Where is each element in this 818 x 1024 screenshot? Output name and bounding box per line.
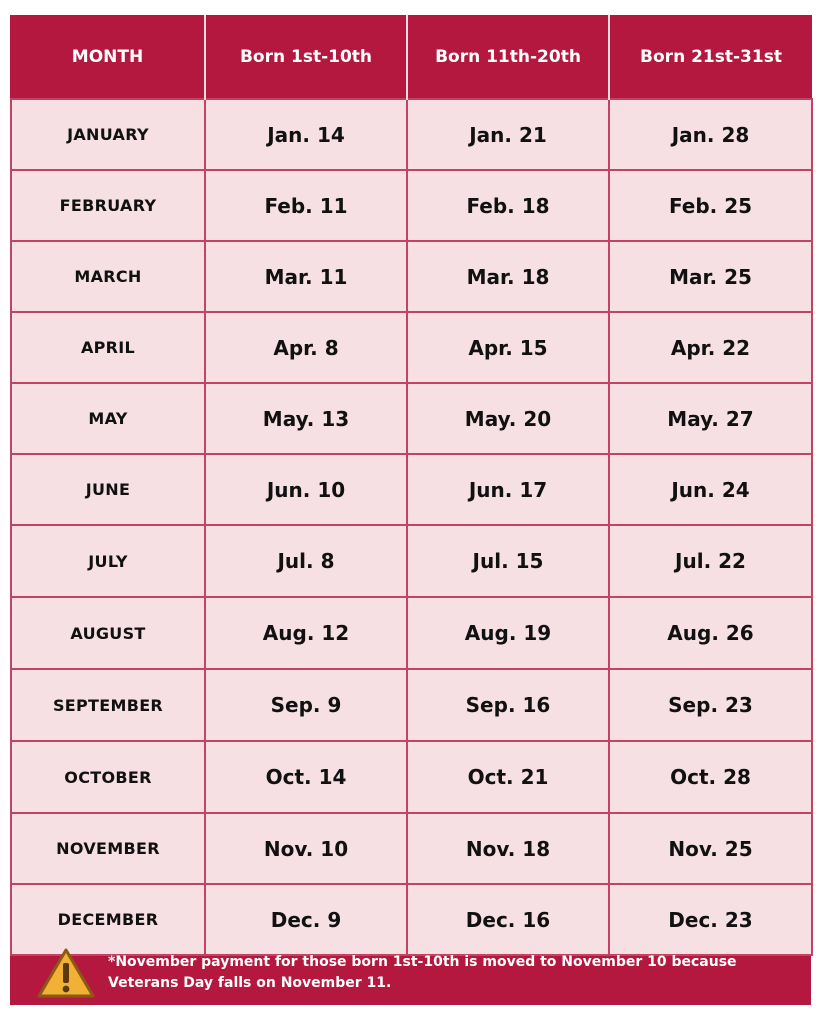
date-cell: Dec. 9 — [205, 884, 407, 955]
month-cell: AUGUST — [11, 597, 205, 669]
date-cell: Nov. 18 — [407, 813, 609, 884]
month-cell: SEPTEMBER — [11, 669, 205, 741]
date-cell: Apr. 15 — [407, 312, 609, 383]
date-cell: May. 13 — [205, 383, 407, 454]
date-cell: Jul. 22 — [609, 525, 812, 597]
table-row — [11, 525, 812, 597]
table-row — [11, 99, 812, 170]
date-cell: May. 27 — [609, 383, 812, 454]
date-cell: Jul. 8 — [205, 525, 407, 597]
table-row — [11, 454, 812, 525]
payment-schedule-table — [10, 15, 813, 956]
date-cell: Apr. 22 — [609, 312, 812, 383]
footnote-line-2: Veterans Day falls on November 11. — [108, 975, 392, 991]
month-cell: DECEMBER — [11, 884, 205, 955]
date-cell: Feb. 25 — [609, 170, 812, 241]
month-cell: JANUARY — [11, 99, 205, 170]
month-cell: OCTOBER — [11, 741, 205, 813]
date-cell: Jan. 28 — [609, 99, 812, 170]
month-cell: NOVEMBER — [11, 813, 205, 884]
date-cell: Aug. 26 — [609, 597, 812, 669]
warning-icon — [36, 947, 96, 999]
date-cell: Jun. 10 — [205, 454, 407, 525]
table-row — [11, 170, 812, 241]
date-cell: Jan. 14 — [205, 99, 407, 170]
date-cell: Mar. 25 — [609, 241, 812, 312]
date-cell: Sep. 23 — [609, 669, 812, 741]
date-cell: Jun. 17 — [407, 454, 609, 525]
table-row — [11, 383, 812, 454]
date-cell: Dec. 23 — [609, 884, 812, 955]
month-cell: JUNE — [11, 454, 205, 525]
header-row — [11, 15, 812, 99]
date-cell: Jun. 24 — [609, 454, 812, 525]
date-cell: Oct. 21 — [407, 741, 609, 813]
table-row — [11, 597, 812, 669]
date-cell: Feb. 18 — [407, 170, 609, 241]
date-cell: Mar. 11 — [205, 241, 407, 312]
date-cell: Sep. 9 — [205, 669, 407, 741]
date-cell: Jul. 15 — [407, 525, 609, 597]
date-cell: Sep. 16 — [407, 669, 609, 741]
header-born-1st-10th: Born 1st-10th — [205, 15, 407, 99]
date-cell: Nov. 10 — [205, 813, 407, 884]
footnote-text — [108, 952, 737, 994]
footnote-banner — [10, 941, 811, 1005]
month-cell: MAY — [11, 383, 205, 454]
table-row — [11, 241, 812, 312]
date-cell: Oct. 14 — [205, 741, 407, 813]
date-cell: Jan. 21 — [407, 99, 609, 170]
date-cell: Oct. 28 — [609, 741, 812, 813]
payment-schedule — [10, 15, 811, 1005]
header-month: MONTH — [11, 15, 205, 99]
date-cell: Aug. 19 — [407, 597, 609, 669]
date-cell: Feb. 11 — [205, 170, 407, 241]
date-cell: Aug. 12 — [205, 597, 407, 669]
footnote-line-1: *November payment for those born 1st-10th is moved to November 10 because — [108, 954, 737, 970]
date-cell: May. 20 — [407, 383, 609, 454]
month-cell: FEBRUARY — [11, 170, 205, 241]
table-row — [11, 312, 812, 383]
month-cell: JULY — [11, 525, 205, 597]
date-cell: Nov. 25 — [609, 813, 812, 884]
month-cell: APRIL — [11, 312, 205, 383]
date-cell: Apr. 8 — [205, 312, 407, 383]
table-row — [11, 741, 812, 813]
date-cell: Mar. 18 — [407, 241, 609, 312]
table-row — [11, 813, 812, 884]
table-row — [11, 669, 812, 741]
date-cell: Dec. 16 — [407, 884, 609, 955]
header-born-11th-20th: Born 11th-20th — [407, 15, 609, 99]
header-born-21st-31st: Born 21st-31st — [609, 15, 812, 99]
month-cell: MARCH — [11, 241, 205, 312]
